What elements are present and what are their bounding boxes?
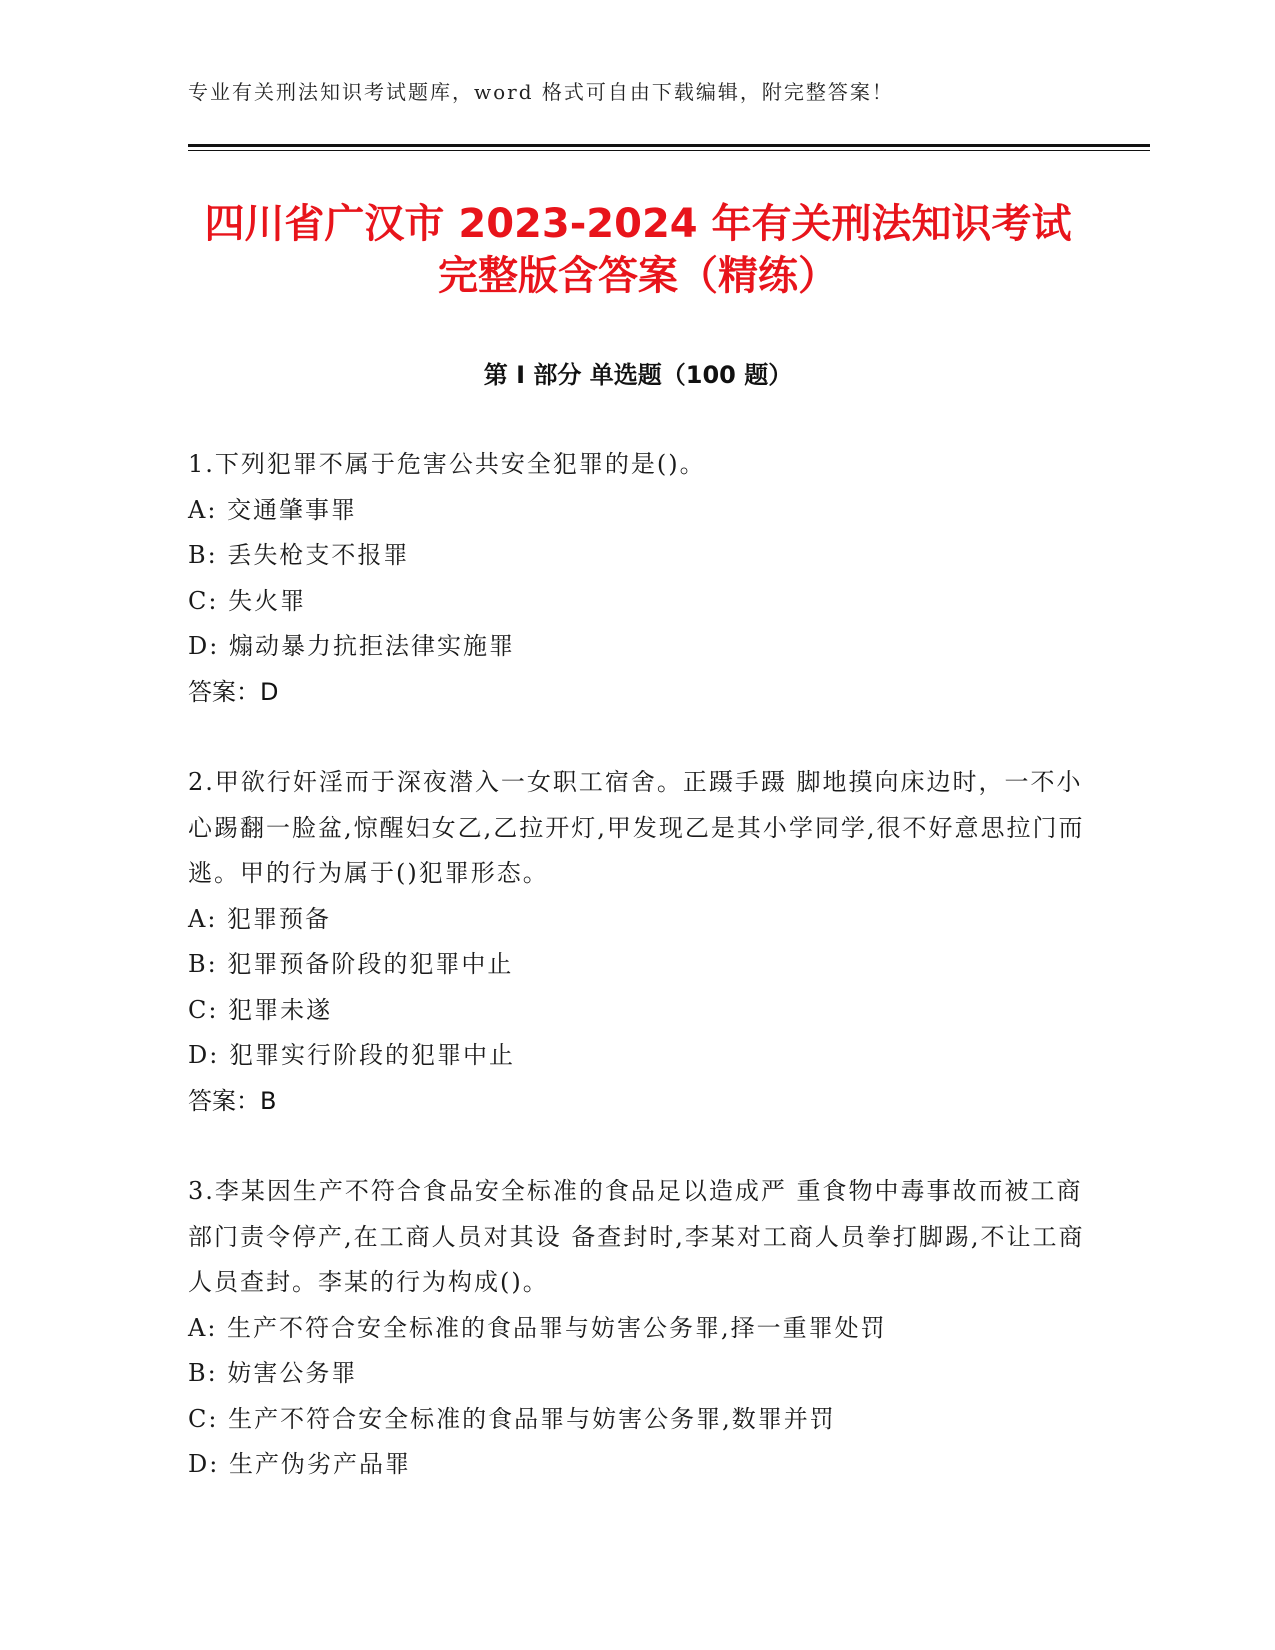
- section-title: 第 I 部分 单选题（100 题）: [483, 361, 793, 389]
- option-c: C: 犯罪未遂: [188, 995, 333, 1024]
- option-d: D: 煽动暴力抗拒法律实施罪: [188, 632, 515, 660]
- question-2: [188, 760, 1088, 1124]
- answer: 答案：D: [188, 677, 279, 706]
- question-stem: 2.甲欲行奸淫而于深夜潜入一女职工宿舍。正蹑手蹑 脚地摸向床边时，一不小心踢翻一脸盆,惊醒妇女乙,乙拉开灯,甲发现乙是其小学同学,很不好意思拉门而逃。甲的行为属于()犯罪形态。: [188, 768, 1085, 887]
- header-rule-thin: [188, 150, 1150, 151]
- option-b: B: 妨害公务罪: [188, 1359, 358, 1387]
- question-stem: 3.李某因生产不符合食品安全标准的食品足以造成严 重食物中毒事故而被工商部门责令停产,在工商人员对其设 备查封时,李某对工商人员拳打脚踢,不让工商人员查封。李某的行为构成()。: [188, 1177, 1085, 1296]
- header-note: 专业有关刑法知识考试题库，word 格式可自由下载编辑，附完整答案！: [188, 80, 894, 104]
- option-c: C: 失火罪: [188, 586, 307, 615]
- option-d: D: 生产伪劣产品罪: [188, 1450, 411, 1478]
- option-c: C: 生产不符合安全标准的食品罪与妨害公务罪,数罪并罚: [188, 1404, 836, 1433]
- question-1: [188, 442, 1088, 715]
- question-3: [188, 1169, 1088, 1488]
- answer: 答案：B: [188, 1086, 277, 1115]
- option-a: A: 交通肇事罪: [188, 495, 358, 524]
- question-list: [188, 442, 1088, 1533]
- option-b: B: 犯罪预备阶段的犯罪中止: [188, 950, 514, 978]
- header-rule-thick: [188, 144, 1150, 147]
- question-stem: 1.下列犯罪不属于危害公共安全犯罪的是()。: [188, 450, 706, 478]
- option-a: A: 生产不符合安全标准的食品罪与妨害公务罪,择一重罪处罚: [188, 1313, 887, 1342]
- option-a: A: 犯罪预备: [188, 904, 332, 933]
- option-d: D: 犯罪实行阶段的犯罪中止: [188, 1041, 515, 1069]
- option-b: B: 丢失枪支不报罪: [188, 541, 410, 569]
- document-title: 四川省广汉市 2023-2024 年有关刑法知识考试完整版含答案（精练）: [204, 201, 1072, 299]
